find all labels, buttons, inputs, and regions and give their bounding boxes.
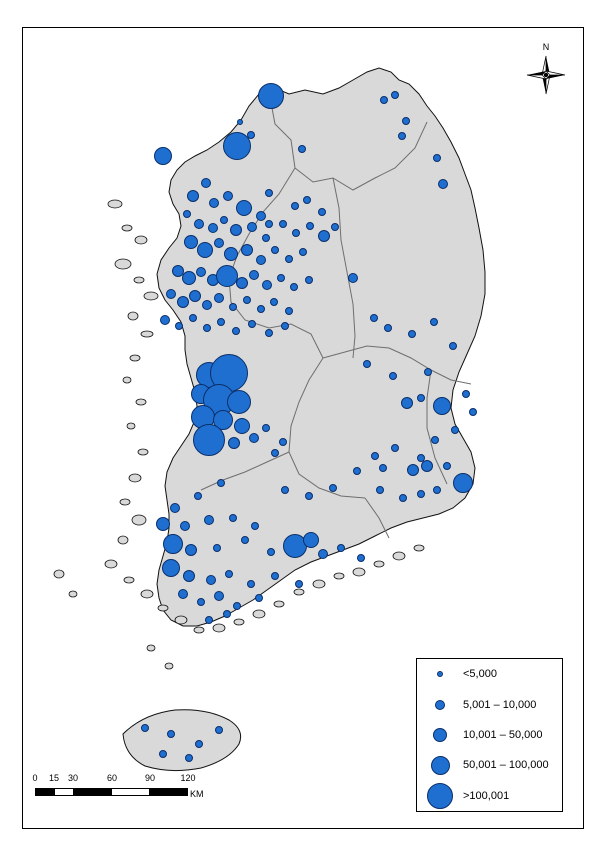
map-symbol xyxy=(256,255,266,265)
scalebar-graphic xyxy=(35,788,188,796)
map-symbol xyxy=(379,464,387,472)
map-symbol xyxy=(208,223,218,233)
legend-symbol-icon xyxy=(417,728,463,742)
map-symbol xyxy=(285,307,293,315)
map-symbol xyxy=(167,730,175,738)
scalebar-segment xyxy=(55,789,74,795)
legend-label: 5,001 – 10,000 xyxy=(463,698,537,711)
scalebar-tick-label: 60 xyxy=(106,773,118,783)
map-symbol xyxy=(353,467,361,475)
map-symbol xyxy=(262,424,270,432)
map-symbol xyxy=(295,580,303,588)
map-symbol xyxy=(230,224,242,236)
legend-label: 10,001 – 50,000 xyxy=(463,728,543,741)
map-symbol xyxy=(389,372,397,380)
compass-rose-icon xyxy=(523,52,569,98)
mainland-polygon xyxy=(157,68,485,626)
scalebar-tick-label: 90 xyxy=(144,773,156,783)
map-symbol xyxy=(187,190,199,202)
map-symbol xyxy=(177,296,189,308)
legend xyxy=(416,658,563,812)
map-symbol xyxy=(185,544,197,556)
map-symbol xyxy=(384,324,392,332)
map-symbol xyxy=(417,490,425,498)
map-symbol xyxy=(438,179,448,189)
map-symbol xyxy=(331,223,339,231)
map-symbol xyxy=(279,220,287,228)
map-symbol xyxy=(189,314,197,322)
map-symbol xyxy=(267,548,275,556)
scalebar-unit: KM xyxy=(190,789,204,799)
map-symbol xyxy=(236,200,252,216)
legend-symbol-icon xyxy=(417,783,463,809)
map-symbol xyxy=(183,210,191,218)
north-arrow xyxy=(523,42,569,98)
map-symbol xyxy=(291,202,299,210)
map-symbol xyxy=(196,267,206,277)
map-symbol xyxy=(271,246,279,254)
map-symbol xyxy=(237,119,243,125)
legend-item xyxy=(417,720,562,750)
map-symbol xyxy=(247,580,255,588)
map-symbol xyxy=(469,408,477,416)
map-symbol xyxy=(229,514,237,522)
map-symbol xyxy=(399,494,407,502)
map-symbol xyxy=(318,230,330,242)
scalebar xyxy=(32,773,210,813)
map-symbol xyxy=(433,397,451,415)
legend-label: <5,000 xyxy=(463,668,497,681)
scalebar-segment xyxy=(150,789,187,795)
map-symbol xyxy=(194,492,202,500)
map-symbol xyxy=(195,740,203,748)
map-symbol xyxy=(170,503,180,513)
map-symbol xyxy=(402,117,410,125)
scalebar-tick-label: 30 xyxy=(67,773,79,783)
map-symbol xyxy=(175,322,183,330)
map-symbol xyxy=(214,591,224,601)
map-symbol xyxy=(433,154,441,162)
map-symbol xyxy=(229,303,237,311)
map-symbol xyxy=(421,460,433,472)
legend-symbol-icon xyxy=(417,700,463,710)
legend-item xyxy=(417,689,562,719)
map-symbol xyxy=(277,274,285,282)
map-symbol xyxy=(265,329,273,337)
map-symbol xyxy=(303,532,319,548)
map-symbol xyxy=(417,394,425,402)
map-symbol xyxy=(178,589,188,599)
map-symbol xyxy=(201,178,211,188)
map-symbol xyxy=(209,198,219,208)
map-symbol xyxy=(271,449,279,457)
map-symbol xyxy=(184,235,198,249)
map-symbol xyxy=(189,290,201,302)
map-symbol xyxy=(154,147,172,165)
map-symbol xyxy=(202,300,212,310)
map-symbol xyxy=(279,438,287,446)
map-symbol xyxy=(357,554,365,562)
legend-symbol-icon xyxy=(417,671,463,677)
map-symbol xyxy=(265,220,273,228)
map-symbol xyxy=(183,570,195,582)
map-symbol xyxy=(363,360,371,368)
map-symbol xyxy=(215,726,223,734)
map-symbol xyxy=(205,616,213,624)
map-symbol xyxy=(220,216,228,224)
map-symbol xyxy=(156,517,170,531)
map-symbol xyxy=(329,484,337,492)
map-symbol xyxy=(391,444,399,452)
map-symbol xyxy=(249,270,259,280)
map-symbol xyxy=(197,242,213,258)
map-symbol xyxy=(216,265,238,287)
map-symbol xyxy=(233,602,241,610)
map-symbol xyxy=(166,289,176,299)
map-symbol xyxy=(281,322,289,330)
map-symbol xyxy=(213,544,221,552)
map-symbol xyxy=(305,492,313,500)
map-symbol xyxy=(298,145,306,153)
map-symbol xyxy=(292,229,300,237)
map-symbol xyxy=(182,271,196,285)
map-symbol xyxy=(433,486,441,494)
map-symbol xyxy=(398,132,406,140)
map-symbol xyxy=(337,544,345,552)
scalebar-tick-label: 120 xyxy=(180,773,196,783)
scalebar-segment xyxy=(36,789,55,795)
map-symbol xyxy=(236,277,248,289)
legend-item xyxy=(417,659,562,689)
map-symbol xyxy=(262,234,270,242)
map-symbol xyxy=(194,219,204,229)
map-symbol xyxy=(223,610,231,618)
legend-label: 50,001 – 100,000 xyxy=(463,759,549,772)
map-symbol xyxy=(217,479,225,487)
map-symbol xyxy=(443,462,451,470)
legend-label: >100,001 xyxy=(463,789,510,802)
map-symbol xyxy=(225,570,233,578)
map-symbol xyxy=(265,189,273,197)
map-symbol xyxy=(380,96,388,104)
map-symbol xyxy=(257,305,265,313)
map-symbol xyxy=(424,368,432,376)
map-symbol xyxy=(241,244,253,256)
map-symbol xyxy=(408,330,416,338)
map-symbol xyxy=(247,131,255,139)
scalebar-segment xyxy=(74,789,112,795)
map-symbol xyxy=(370,314,378,322)
map-symbol xyxy=(318,549,328,559)
map-symbol xyxy=(255,594,263,602)
legend-item xyxy=(417,781,562,811)
map-symbol xyxy=(453,473,473,493)
map-symbol xyxy=(451,426,459,434)
map-symbol xyxy=(162,559,180,577)
map-symbol xyxy=(241,536,249,544)
map-symbol xyxy=(371,452,379,460)
map-symbol xyxy=(141,724,149,732)
map-symbol xyxy=(163,534,183,554)
map-symbol xyxy=(306,222,314,230)
legend-symbol-icon xyxy=(417,756,463,775)
map-symbol xyxy=(159,750,167,758)
map-symbol xyxy=(258,83,284,109)
map-symbol xyxy=(430,318,438,326)
map-symbol xyxy=(407,464,419,476)
scalebar-ticks xyxy=(32,773,210,787)
map-symbol xyxy=(204,515,214,525)
map-symbol xyxy=(305,276,313,284)
map-symbol xyxy=(193,424,225,456)
map-symbol xyxy=(180,521,190,531)
map-symbol xyxy=(376,486,384,494)
map-symbol xyxy=(462,390,470,398)
map-symbol xyxy=(290,283,298,291)
map-symbol xyxy=(431,436,439,444)
map-symbol xyxy=(197,598,205,606)
map-symbol xyxy=(303,196,311,204)
scalebar-tick-label: 0 xyxy=(32,773,38,783)
map-symbol xyxy=(214,293,224,303)
map-symbol xyxy=(227,390,251,414)
map-symbol xyxy=(285,255,293,263)
map-symbol xyxy=(214,238,224,248)
map-symbol xyxy=(217,318,225,326)
map-symbol xyxy=(247,222,257,232)
map-symbol xyxy=(203,324,211,332)
map-symbol xyxy=(223,191,233,201)
map-symbol xyxy=(391,91,399,99)
map-symbol xyxy=(271,572,279,580)
jeju-polygon xyxy=(123,710,241,771)
scalebar-tick-label: 15 xyxy=(48,773,60,783)
map-symbol xyxy=(206,575,216,585)
map-symbol xyxy=(281,486,289,494)
map-symbol xyxy=(232,327,240,335)
map-symbol xyxy=(234,418,250,434)
map-symbol xyxy=(228,437,240,449)
map-symbol xyxy=(185,754,193,762)
map-symbol xyxy=(256,211,266,221)
map-symbol xyxy=(270,298,278,306)
map-symbol xyxy=(248,320,256,328)
map-symbol xyxy=(449,342,457,350)
map-symbol xyxy=(299,248,307,256)
map-symbol xyxy=(348,273,358,283)
map-symbol xyxy=(160,315,170,325)
map-symbol xyxy=(262,280,272,290)
map-symbol xyxy=(318,208,326,216)
scalebar-segment xyxy=(112,789,150,795)
map-symbol xyxy=(251,522,259,530)
north-arrow-label: N xyxy=(542,42,550,52)
map-symbol xyxy=(224,247,238,261)
legend-item xyxy=(417,750,562,780)
map-symbol xyxy=(401,397,413,409)
map-symbol xyxy=(243,296,251,304)
map-symbol xyxy=(249,433,259,443)
map-frame xyxy=(22,27,584,829)
